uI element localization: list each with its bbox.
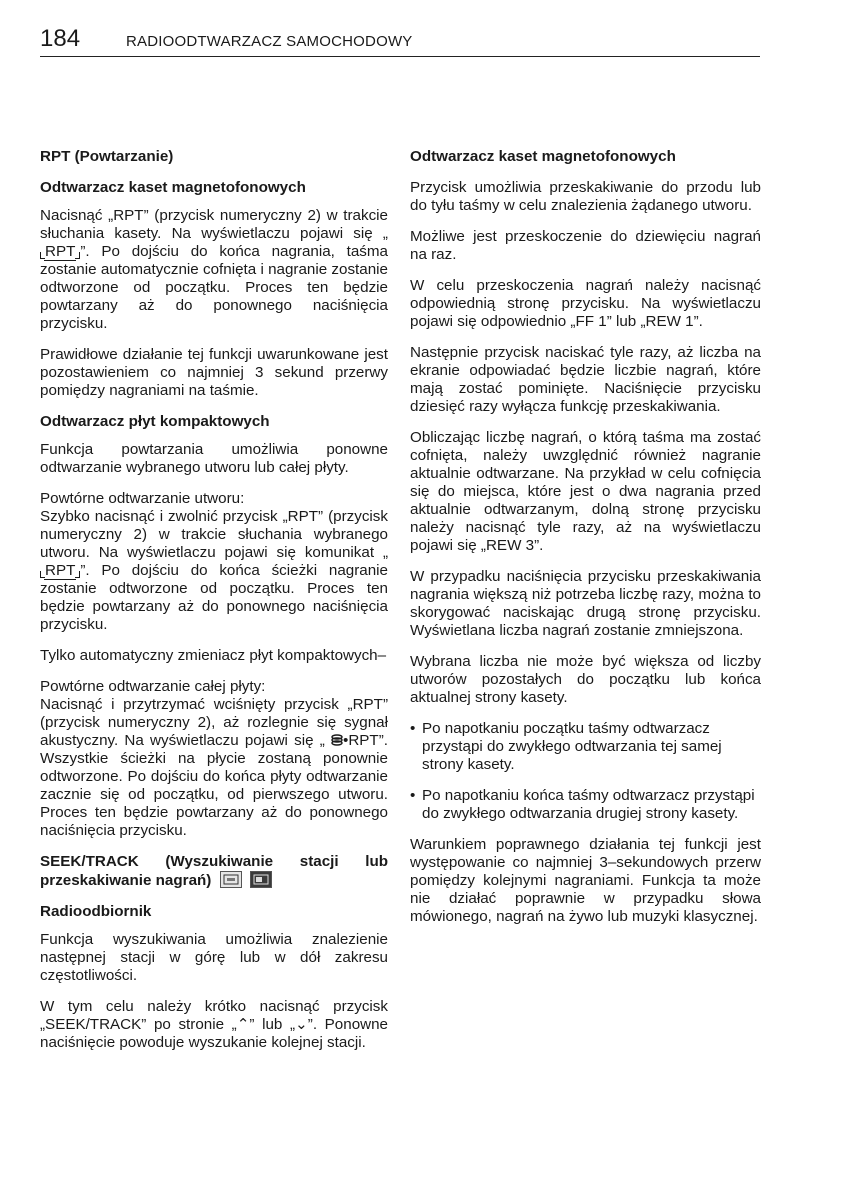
seek-up-button-icon: [220, 871, 242, 888]
display-rpt-indicator: RPT: [40, 562, 80, 580]
cd-paragraph-4-title: Powtórne odtwarzanie całej płyty:: [40, 678, 266, 695]
cd-paragraph-2: Szybko nacisnąć i zwolnić przycisk „RPT” (przycisk numeryczny 2) w trakcie słuchania wybranego utworu. Na wyświetlaczu pojawi się komunikat „RPT ”. Po dojściu do końca ścieżki nagranie zostanie odtworzone od początku. Proces ten będzie powtarzany aż do ponownego naciśnięcia przycisku.: [40, 508, 388, 633]
radio-paragraph-2: W tym celu należy krótko nacisnąć przycisk „SEEK/TRACK” po stronie „⌃” lub „⌄”. Ponowne naciśnięcie powoduje wyszukanie kolejnej stacji.: [40, 998, 388, 1051]
skip-paragraph-1: Przycisk umożliwia przeskakiwanie do przodu lub do tyłu taśmy w celu znalezienia żądanego utworu.: [410, 179, 761, 214]
skip-paragraph-7: Wybrana liczba nie może być większa od liczby utworów pozostałych do początku lub końca aktualnej strony kasety.: [410, 653, 761, 706]
cd-paragraph-4: Nacisnąć i przytrzymać wciśnięty przycisk „RPT” (przycisk numeryczny 2), aż rozlegnie się sygnał akustyczny. Na wyświetlaczu pojawi się „ •RPT”. Wszystkie ścieżki na płycie zostaną ponownie odtworzone. Po dojściu do końca płyty odtwarzanie zacznie się od początku, od pierwszego utworu. Proces ten będzie powtarzany aż do ponownego naciśnięcia przycisku.: [40, 696, 388, 839]
skip-bullet-list: [410, 720, 761, 823]
right-column: [410, 148, 761, 939]
tape-skip-heading: Odtwarzacz kaset magnetofonowych: [410, 148, 676, 165]
cd-paragraph-2-title: Powtórne odtwarzanie utworu:: [40, 490, 245, 507]
radio-paragraph-1: Funkcja wyszukiwania umożliwia znalezienie następnej stacji w górę lub w dół zakresu częstotliwości.: [40, 931, 388, 984]
skip-paragraph-2: Możliwe jest przeskoczenie do dziewięciu nagrań na raz.: [410, 228, 761, 263]
radio-heading: Radioodbiornik: [40, 903, 152, 920]
page-header: [40, 26, 760, 57]
display-rpt-indicator: RPT: [40, 243, 80, 261]
list-item: • Po napotkaniu końca taśmy odtwarzacz przystąpi do zwykłego odtwarzania drugiej strony kasety.: [410, 787, 761, 823]
cd-paragraph-1: Funkcja powtarzania umożliwia ponowne odtwarzanie wybranego utworu lub całej płyty.: [40, 441, 388, 476]
tape-paragraph-2: Prawidłowe działanie tej funkcji uwarunkowane jest pozostawieniem co najmniej 3 sekund przerwy pomiędzy nagraniami na taśmie.: [40, 346, 388, 399]
tape-paragraph-1: Nacisnąć „RPT” (przycisk numeryczny 2) w trakcie słuchania kasety. Na wyświetlaczu pojawi się „RPT ”. Po dojściu do końca nagrania, taśma zostanie automatycznie cofnięta i nagranie zostanie odtworzone od początku. Proces ten będzie powtarzany aż do ponownego naciśnięcia przycisku.: [40, 207, 388, 332]
disc-stack-icon: [331, 734, 343, 746]
cd-paragraph-3: Tylko automatyczny zmieniacz płyt kompaktowych–: [40, 647, 387, 664]
seek-heading: SEEK/TRACK (Wyszukiwanie stacji lub przeskakiwanie nagrań): [40, 853, 388, 889]
skip-paragraph-3: W celu przeskoczenia nagrań należy nacisnąć odpowiednią stronę przycisku. Na wyświetlaczu pojawi się odpowiednio „FF 1” lub „REW 1”.: [410, 277, 761, 330]
list-item: • Po napotkaniu początku taśmy odtwarzacz przystąpi do zwykłego odtwarzania tej samej strony kasety.: [410, 720, 761, 774]
skip-paragraph-4: Następnie przycisk naciskać tyle razy, aż liczba na ekranie odpowiadać będzie liczbie nagrań, które mają zostać pominięte. Naciśnięcie przycisku dziesięć razy wyłącza funkcję przeskakiwania.: [410, 344, 761, 415]
page-number: 184: [40, 25, 81, 52]
skip-paragraph-6: W przypadku naciśnięcia przycisku przeskakiwania nagrania większą niż potrzeba liczbę razy, można to skorygować naciskając drugą stronę przycisku. Wyświetlana liczba nagrań zostanie zmniejszona.: [410, 568, 761, 639]
cd-heading: Odtwarzacz płyt kompaktowych: [40, 413, 270, 430]
left-column: [40, 148, 388, 1065]
skip-paragraph-5: Obliczając liczbę nagrań, o którą taśma ma zostać cofnięta, należy uwzględnić również nagranie aktualnie odtwarzane. Na przykład w celu cofnięcia się do miejsca, które jest o dwa nagrania przed aktualnie odtwarzanym, dolną stronę przycisku należy nacisnąć tyle razy, aż na wyświetlaczu pojawi się „REW 3”.: [410, 429, 761, 554]
seek-down-button-icon: [250, 871, 272, 888]
tape-heading: Odtwarzacz kaset magnetofonowych: [40, 179, 306, 196]
rpt-heading: RPT (Powtarzanie): [40, 148, 174, 165]
skip-paragraph-8: Warunkiem poprawnego działania tej funkcji jest występowanie co najmniej 3–sekundowych przerw pomiędzy kolejnymi nagraniami. Funkcja ta może nie działać poprawnie w przypadku słowa mówionego, nagrań na żywo lub muzyki klasycznej.: [410, 836, 761, 925]
running-title: RADIOODTWARZACZ SAMOCHODOWY: [126, 33, 413, 50]
